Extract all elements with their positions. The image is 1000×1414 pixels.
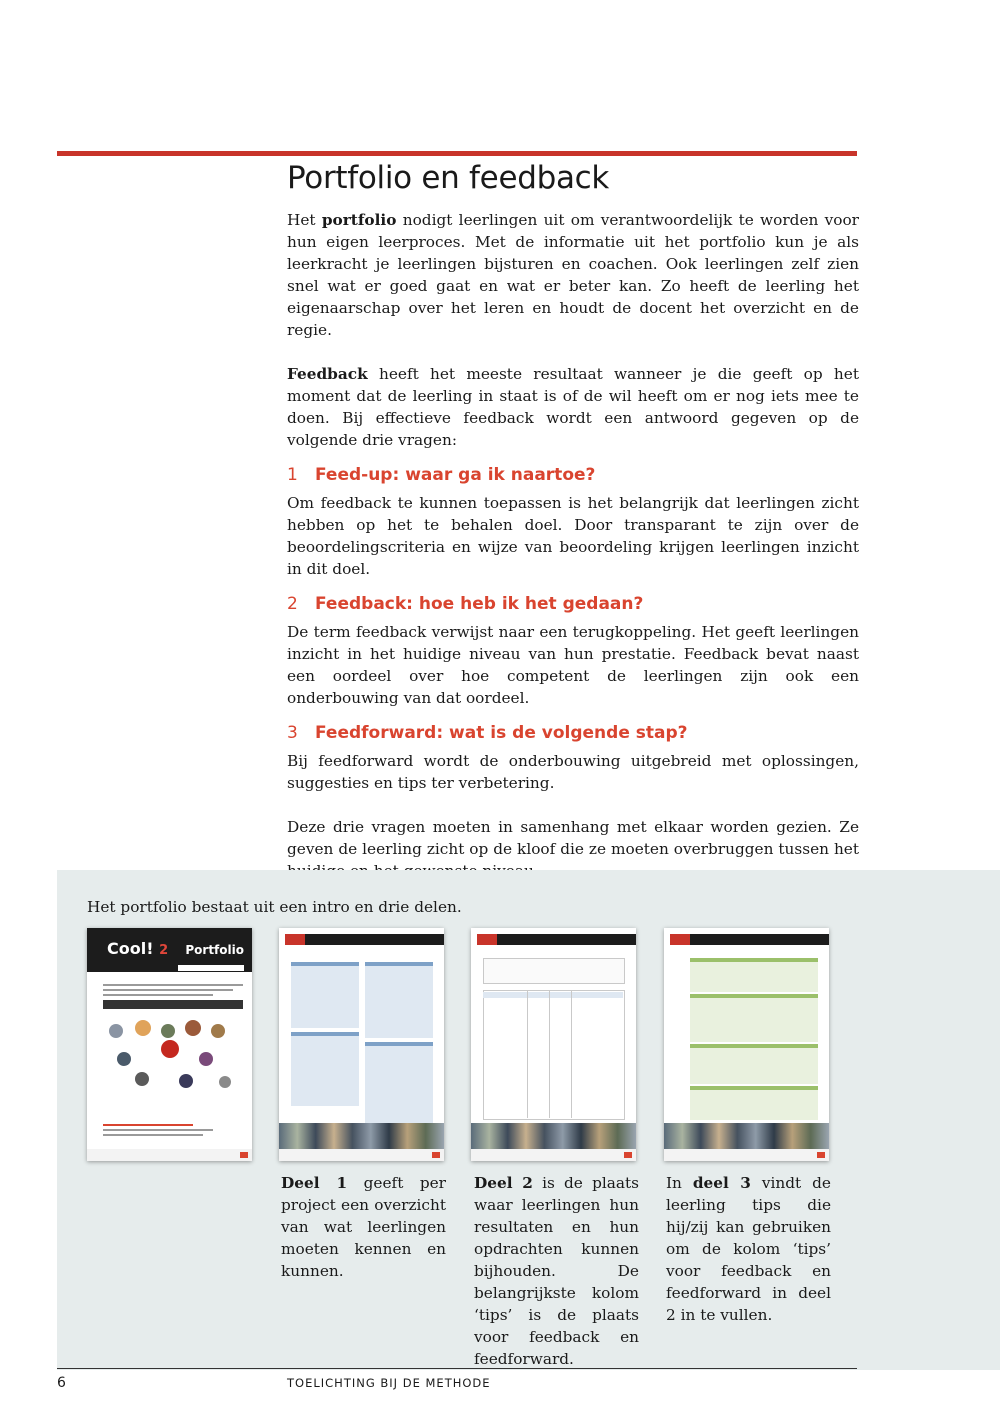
caption-deel1: Deel 1 geeft per project een overzicht van wat leerlingen moeten kennen en kunnen. xyxy=(281,1174,446,1280)
cover-image-dot xyxy=(219,1076,231,1088)
cover-image-dot xyxy=(135,1020,151,1036)
main-text xyxy=(287,209,859,882)
caption-deel2: Deel 2 is de plaats waar leerlingen hun resultaten en hun opdrachten kunnen bijhouden. De belangrijkste kolom ‘tips’ is de plaats voor feedback en feedforward. xyxy=(474,1174,639,1368)
cover-bullet-line xyxy=(103,1124,193,1126)
section-heading-1: 1 Feed-up: waar ga ik naartoe? xyxy=(287,465,596,485)
thumbnail-header-tab xyxy=(477,934,497,945)
thumbnail-photo-strip xyxy=(279,1123,444,1149)
tips-box xyxy=(690,958,818,992)
project-box xyxy=(365,962,433,1038)
section-text-1: Om feedback te kunnen toepassen is het belangrijk dat leerlingen zicht hebben op het te behalen doel. Door transparant te zijn over de beoordelingscriteria en wijze van beoordeling krijgen leerlingen inzicht in dit doel. xyxy=(287,494,859,578)
cover-title: Portfolio xyxy=(185,943,244,957)
section-heading-2: 2 Feedback: hoe heb ik het gedaan? xyxy=(287,594,644,614)
intro-paragraph-2: Feedback heeft het meeste resultaat wanneer je die geeft op het moment dat de leerling in staat is of de wil heeft om er nog iets mee te doen. Bij effectieve feedback wordt een antwoord gegeven op de volgende drie vragen: xyxy=(287,365,859,449)
results-table-header xyxy=(483,992,623,998)
cover-image-dot xyxy=(117,1052,131,1066)
thumbnail-header xyxy=(670,934,829,945)
cover-image-dot xyxy=(161,1024,175,1038)
project-box xyxy=(291,962,359,1028)
section-text-2: De term feedback verwijst naar een terugkoppeling. Het geeft leerlingen inzicht in het huidige niveau van hun prestatie. Feedback bevat naast een oordeel over hoe competent de leerlingen zijn ook een onderbouwing van dat oordeel. xyxy=(287,623,859,707)
thumbnail-footer xyxy=(87,1149,252,1161)
intro-box xyxy=(483,958,625,984)
cover-image-dot xyxy=(199,1052,213,1066)
portfolio-cover-thumbnail xyxy=(87,928,252,1161)
cover-image-dot xyxy=(109,1024,123,1038)
thumbnail-photo-strip xyxy=(664,1123,829,1149)
thumbnail-footer xyxy=(471,1149,636,1161)
cover-brand: Cool! 2 xyxy=(107,939,169,958)
portfolio-intro: Het portfolio bestaat uit een intro en drie delen. xyxy=(87,898,462,916)
thumbnail-header-tab xyxy=(285,934,305,945)
page-title: Portfolio en feedback xyxy=(287,160,610,196)
tips-box xyxy=(690,994,818,1042)
top-rule xyxy=(57,151,857,156)
cover-section-bar xyxy=(103,1000,243,1009)
cover-image-dot xyxy=(185,1020,201,1036)
cover-text-line xyxy=(103,994,213,996)
tips-box xyxy=(690,1086,818,1120)
section-text-3: Bij feedforward wordt de onderbouwing uitgebreid met oplossingen, suggesties en tips ter verbetering. xyxy=(287,752,859,792)
results-table xyxy=(483,990,625,1120)
cover-image-dot xyxy=(211,1024,225,1038)
portfolio-deel1-thumbnail xyxy=(279,928,444,1161)
thumbnail-footer xyxy=(664,1149,829,1161)
closing-paragraph: Deze drie vragen moeten in samenhang met elkaar worden gezien. Ze geven de leerling zicht op de kloof die ze moeten overbruggen tussen het xyxy=(287,818,859,858)
project-box xyxy=(291,1032,359,1106)
thumbnail-header xyxy=(285,934,444,945)
thumbnail-footer xyxy=(279,1149,444,1161)
results-table-column xyxy=(571,990,572,1118)
cover-ik-dot xyxy=(161,1040,179,1058)
bottom-rule xyxy=(57,1368,857,1369)
cover-image-dot xyxy=(179,1074,193,1088)
portfolio-deel3-thumbnail xyxy=(664,928,829,1161)
running-footer: TOELICHTING BIJ DE METHODE xyxy=(287,1376,491,1390)
results-table-column xyxy=(549,990,550,1118)
thumbnail-photo-strip xyxy=(471,1123,636,1149)
page-number: 6 xyxy=(57,1375,66,1391)
section-heading-3: 3 Feedforward: wat is de volgende stap? xyxy=(287,723,688,743)
term-portfolio: portfolio xyxy=(321,211,397,229)
thumbnail-header-tab xyxy=(670,934,690,945)
cover-bullet-line xyxy=(103,1134,203,1136)
cover-text-line xyxy=(103,984,243,986)
caption-deel3: In deel 3 vindt de leerling tips die hij/zij kan gebruiken om de kolom ‘tips’ voor feedback en feedforward in deel 2 in te vullen. xyxy=(666,1174,831,1324)
cover-text-line xyxy=(103,989,233,991)
portfolio-deel2-thumbnail xyxy=(471,928,636,1161)
term-feedback: Feedback xyxy=(287,365,368,383)
cover-name-field xyxy=(178,965,244,971)
project-box xyxy=(365,1042,433,1126)
thumbnail-header xyxy=(477,934,636,945)
cover-bullet-line xyxy=(103,1129,213,1131)
tips-box xyxy=(690,1044,818,1084)
cover-image-dot xyxy=(135,1072,149,1086)
intro-paragraph-1: Het portfolio nodigt leerlingen uit om verantwoordelijk te worden voor hun eigen leerproces. Met de informatie uit het portfolio kun je als leerkracht je leerlingen bijsturen en coachen. Ook leerlingen zelf zien snel wat er goed gaat en wat er beter kan. Zo heeft de leerling het eigenaarschap over het leren en houdt de docent het overzicht en de regie. xyxy=(287,211,859,339)
results-table-column xyxy=(527,990,528,1118)
